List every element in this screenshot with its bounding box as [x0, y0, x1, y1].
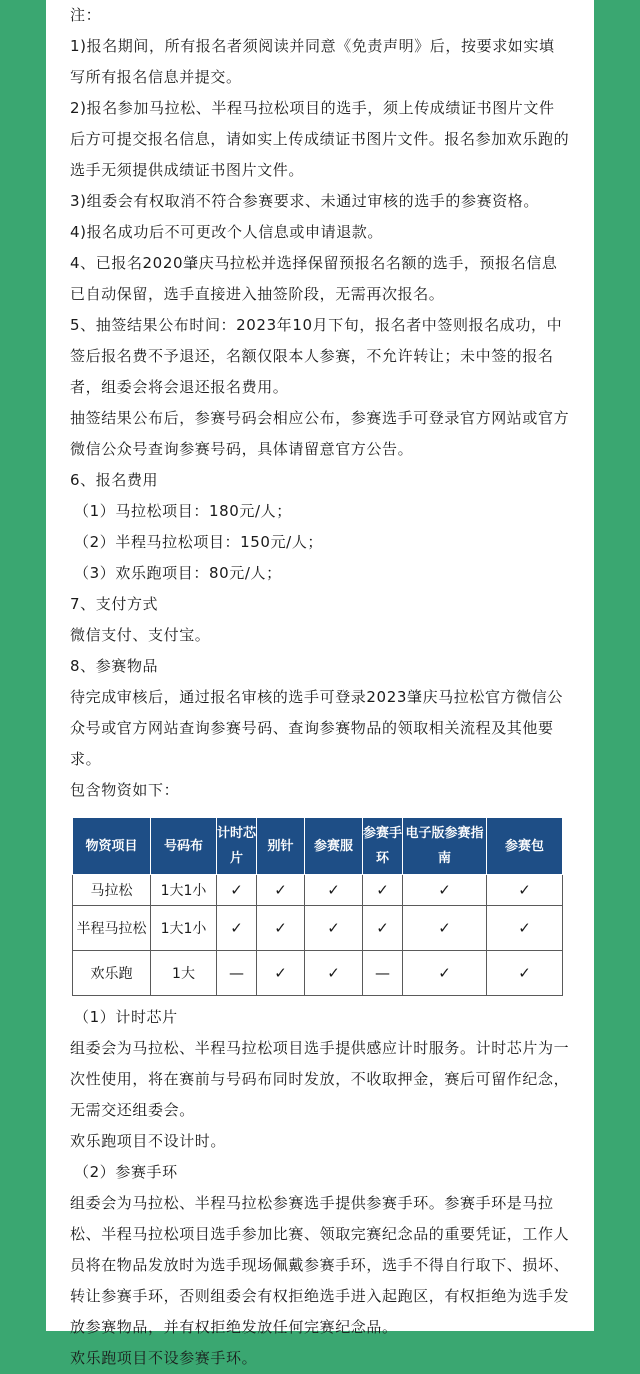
- fun-run-no-wristband: 欢乐跑项目不设参赛手环。: [70, 1349, 258, 1367]
- table-cell: ✓: [487, 906, 563, 951]
- table-cell: 1大1小: [151, 875, 217, 906]
- table-cell: 欢乐跑: [73, 951, 151, 996]
- timing-chip-description: 组委会为马拉松、半程马拉松项目选手提供感应计时服务。计时芯片为一次性使用，将在赛前与号码布同时发放，不收取押金，赛后可留作纪念，无需交还组委会。: [70, 1039, 570, 1119]
- table-header-cell: 号码布: [151, 818, 217, 875]
- table-cell: ✓: [217, 906, 257, 951]
- table-cell: ✓: [487, 951, 563, 996]
- section-8-items-title: 8、参赛物品: [70, 657, 159, 675]
- table-cell: ✓: [257, 951, 305, 996]
- table-header-cell: 参赛服: [305, 818, 363, 875]
- table-header-cell: 参赛包: [487, 818, 563, 875]
- section-7-payment-title: 7、支付方式: [70, 595, 159, 613]
- items-list-intro: 包含物资如下：: [70, 781, 180, 799]
- document-page: [46, 0, 594, 1367]
- section-5-lottery: 5、抽签结果公布时间：2023年10月下旬，报名者中签则报名成功，中签后报名费不予退还，名额仅限本人参赛，不允许转让；未中签的报名者，组委会将会退还报名费用。: [70, 316, 563, 396]
- table-row: [73, 906, 563, 951]
- table-header-row: [73, 818, 563, 875]
- fee-half-marathon: （2）半程马拉松项目：150元/人；: [74, 533, 324, 551]
- table-cell: ✓: [363, 906, 403, 951]
- table-cell: 1大: [151, 951, 217, 996]
- table-cell: ✓: [257, 906, 305, 951]
- table-cell: ✓: [305, 951, 363, 996]
- note-1: 1)报名期间，所有报名者须阅读并同意《免责声明》后，按要求如实填写所有报名信息并提交。: [70, 37, 555, 86]
- wristband-description: 组委会为马拉松、半程马拉松参赛选手提供参赛手环。参赛手环是马拉松、半程马拉松项目选手参加比赛、领取完赛纪念品的重要凭证，工作人员将在物品发放时为选手现场佩戴参赛手环，选手不得自行取下、损坏、转让参赛手环，否则组委会有权拒绝选手进入起跑区，有权拒绝为选手发放参赛物品，并有权拒绝发放任何完赛纪念品。: [70, 1194, 570, 1336]
- table-cell: ✓: [403, 875, 487, 906]
- note-heading: 注：: [70, 6, 102, 24]
- table-cell: ✓: [305, 906, 363, 951]
- note-4: 4)报名成功后不可更改个人信息或申请退款。: [70, 223, 383, 241]
- lottery-publication-note: 抽签结果公布后，参赛号码会相应公布，参赛选手可登录官方网站或官方微信公众号查询参赛号码，具体请留意官方公告。: [70, 409, 570, 458]
- table-header-cell: 电子版参赛指南: [403, 818, 487, 875]
- note-2: 2)报名参加马拉松、半程马拉松项目的选手，须上传成绩证书图片文件后方可提交报名信息，请如实上传成绩证书图片文件。报名参加欢乐跑的选手无须提供成绩证书图片文件。: [70, 99, 570, 179]
- table-header-cell: 参赛手环: [363, 818, 403, 875]
- table-cell: ✓: [257, 875, 305, 906]
- table-cell: ✓: [217, 875, 257, 906]
- payment-methods: 微信支付、支付宝。: [70, 626, 211, 644]
- table-cell: 1大1小: [151, 906, 217, 951]
- table-cell: ✓: [403, 951, 487, 996]
- table-header-cell: 物资项目: [73, 818, 151, 875]
- table-cell: —: [363, 951, 403, 996]
- document-content: [46, 0, 594, 1374]
- fee-fun-run: （3）欢乐跑项目：80元/人；: [74, 564, 282, 582]
- table-header-cell: 别针: [257, 818, 305, 875]
- table-row: [73, 951, 563, 996]
- table-cell: ✓: [305, 875, 363, 906]
- fee-marathon: （1）马拉松项目：180元/人；: [74, 502, 292, 520]
- table-header-cell: 计时芯片: [217, 818, 257, 875]
- table-cell: 半程马拉松: [73, 906, 151, 951]
- table-cell: 马拉松: [73, 875, 151, 906]
- items-table: [72, 817, 563, 996]
- timing-chip-title: （1）计时芯片: [74, 1008, 178, 1026]
- table-cell: ✓: [403, 906, 487, 951]
- table-cell: ✓: [487, 875, 563, 906]
- table-cell: ✓: [363, 875, 403, 906]
- table-cell: —: [217, 951, 257, 996]
- section-6-fees-title: 6、报名费用: [70, 471, 159, 489]
- fun-run-no-timing: 欢乐跑项目不设计时。: [70, 1132, 227, 1150]
- table-row: [73, 875, 563, 906]
- wristband-title: （2）参赛手环: [74, 1163, 178, 1181]
- note-3: 3)组委会有权取消不符合参赛要求、未通过审核的选手的参赛资格。: [70, 192, 539, 210]
- items-description: 待完成审核后，通过报名审核的选手可登录2023肇庆马拉松官方微信公众号或官方网站查询参赛号码、查询参赛物品的领取相关流程及其他要求。: [70, 688, 563, 768]
- section-4-reservation: 4、已报名2020肇庆马拉松并选择保留预报名名额的选手，预报名信息已自动保留，选手直接进入抽签阶段，无需再次报名。: [70, 254, 558, 303]
